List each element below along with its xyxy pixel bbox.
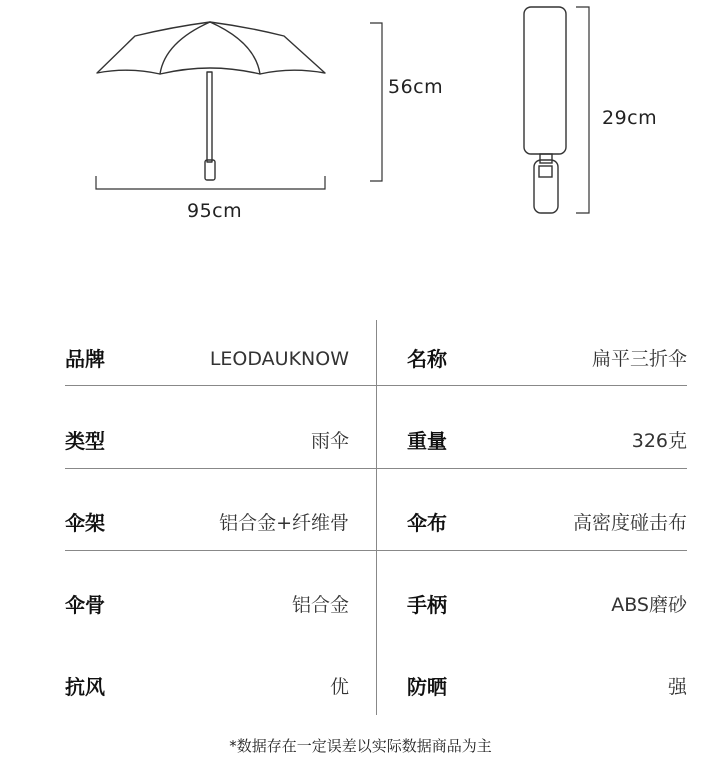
spec-key: 防晒 bbox=[407, 675, 447, 699]
open-umbrella-icon bbox=[97, 22, 325, 180]
footnote: *数据存在一定误差以实际数据商品为主 bbox=[229, 737, 492, 755]
spec-row bbox=[65, 484, 687, 566]
spec-value: 优 bbox=[329, 676, 349, 698]
spec-key: 抗风 bbox=[65, 675, 105, 699]
spec-key: 名称 bbox=[407, 347, 447, 371]
umbrella-diagram-svg bbox=[0, 0, 721, 260]
folded-dimension-line bbox=[576, 7, 589, 213]
spec-value: ABS磨砂 bbox=[611, 594, 687, 616]
open-width-label: 95cm bbox=[187, 200, 243, 222]
spec-key: 伞骨 bbox=[65, 593, 105, 617]
spec-row bbox=[65, 402, 687, 484]
open-height-label: 56cm bbox=[388, 76, 444, 98]
height-dimension-line bbox=[370, 23, 382, 181]
spec-value: LEODAUKNOW bbox=[209, 348, 349, 370]
spec-value: 强 bbox=[667, 676, 687, 698]
folded-umbrella-icon bbox=[524, 7, 566, 213]
spec-key: 品牌 bbox=[65, 347, 105, 371]
folded-length-label: 29cm bbox=[602, 107, 658, 129]
umbrella-dimension-diagram bbox=[0, 0, 721, 260]
row-divider bbox=[65, 385, 687, 386]
spec-key: 手柄 bbox=[407, 593, 447, 617]
spec-value: 326克 bbox=[631, 430, 687, 452]
row-divider bbox=[65, 468, 687, 469]
spec-value: 扁平三折伞 bbox=[591, 348, 687, 370]
spec-row bbox=[65, 566, 687, 648]
spec-key: 伞布 bbox=[407, 511, 447, 535]
row-divider bbox=[65, 550, 687, 551]
spec-row bbox=[65, 648, 687, 730]
spec-table bbox=[65, 320, 687, 715]
spec-value: 雨伞 bbox=[310, 430, 349, 452]
spec-value: 铝合金 bbox=[291, 594, 349, 616]
spec-row bbox=[65, 320, 687, 402]
spec-value: 铝合金+纤维骨 bbox=[219, 512, 349, 534]
spec-key: 重量 bbox=[407, 429, 447, 453]
spec-key: 伞架 bbox=[65, 511, 105, 535]
spec-value: 高密度碰击布 bbox=[572, 512, 687, 534]
spec-key: 类型 bbox=[65, 429, 105, 453]
width-dimension-line bbox=[96, 176, 325, 189]
